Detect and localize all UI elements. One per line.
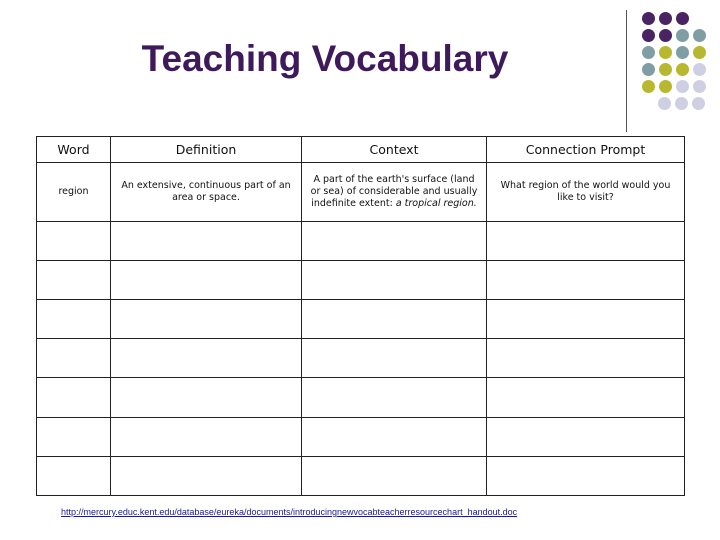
empty-cell bbox=[302, 456, 487, 495]
empty-cell bbox=[37, 221, 111, 260]
cell-definition: An extensive, continuous part of an area or space. bbox=[111, 162, 302, 221]
divider-line bbox=[626, 10, 627, 132]
empty-cell bbox=[487, 378, 685, 417]
empty-cell bbox=[487, 417, 685, 456]
decorative-dot bbox=[675, 97, 688, 110]
empty-cell bbox=[487, 456, 685, 495]
header-definition: Definition bbox=[111, 137, 302, 163]
empty-cell bbox=[302, 221, 487, 260]
table-row bbox=[37, 162, 685, 221]
decorative-dot bbox=[659, 80, 672, 93]
decorative-dot bbox=[693, 46, 706, 59]
decorative-dot bbox=[676, 29, 689, 42]
empty-cell bbox=[302, 339, 487, 378]
empty-cell bbox=[487, 339, 685, 378]
empty-cell bbox=[302, 260, 487, 299]
decorative-dot bbox=[676, 80, 689, 93]
source-link[interactable]: http://mercury.educ.kent.edu/database/eureka/documents/introducingnewvocabteacherresourcechart_handout.doc bbox=[61, 507, 518, 517]
decorative-dot bbox=[676, 46, 689, 59]
header-connection-prompt: Connection Prompt bbox=[487, 137, 685, 163]
decorative-dot bbox=[659, 46, 672, 59]
empty-cell bbox=[37, 417, 111, 456]
empty-cell bbox=[111, 456, 302, 495]
table-row bbox=[37, 456, 685, 495]
empty-cell bbox=[302, 378, 487, 417]
empty-cell bbox=[111, 221, 302, 260]
empty-rows bbox=[37, 221, 685, 495]
decorative-dot bbox=[642, 29, 655, 42]
slide-title: Teaching Vocabulary bbox=[141, 38, 509, 79]
decorative-dot bbox=[676, 12, 689, 25]
decorative-dot bbox=[693, 80, 706, 93]
empty-cell bbox=[111, 339, 302, 378]
empty-cell bbox=[487, 221, 685, 260]
table-header-row bbox=[37, 137, 685, 163]
empty-cell bbox=[487, 299, 685, 338]
empty-cell bbox=[302, 299, 487, 338]
table-row bbox=[37, 339, 685, 378]
table-row bbox=[37, 378, 685, 417]
decorative-dot bbox=[642, 46, 655, 59]
decorative-dot bbox=[693, 29, 706, 42]
empty-cell bbox=[111, 260, 302, 299]
context-text: A part of the earth's surface (land or sea) of considerable and usually indefinite extent: bbox=[310, 173, 478, 209]
empty-cell bbox=[111, 378, 302, 417]
empty-cell bbox=[37, 260, 111, 299]
empty-cell bbox=[37, 378, 111, 417]
decorative-dot bbox=[676, 63, 689, 76]
empty-cell bbox=[37, 339, 111, 378]
cell-connection-prompt: What region of the world would you like to visit? bbox=[487, 162, 685, 221]
decorative-dot bbox=[659, 12, 672, 25]
empty-cell bbox=[37, 299, 111, 338]
decorative-dot bbox=[692, 97, 705, 110]
decorative-dot bbox=[642, 63, 655, 76]
vocabulary-table bbox=[36, 136, 685, 496]
decorative-dot bbox=[659, 63, 672, 76]
decorative-dot bbox=[693, 63, 706, 76]
decorative-dot bbox=[642, 80, 655, 93]
decorative-dot bbox=[659, 29, 672, 42]
cell-word: region bbox=[37, 162, 111, 221]
header-word: Word bbox=[37, 137, 111, 163]
table-row bbox=[37, 417, 685, 456]
context-example: a tropical region. bbox=[395, 197, 477, 209]
empty-cell bbox=[302, 417, 487, 456]
empty-cell bbox=[111, 417, 302, 456]
decorative-dot bbox=[658, 97, 671, 110]
cell-context bbox=[302, 162, 487, 221]
empty-cell bbox=[487, 260, 685, 299]
table-row bbox=[37, 221, 685, 260]
empty-cell bbox=[111, 299, 302, 338]
header-context: Context bbox=[302, 137, 487, 163]
table-row bbox=[37, 299, 685, 338]
empty-cell bbox=[37, 456, 111, 495]
table-row bbox=[37, 260, 685, 299]
decorative-dot bbox=[642, 12, 655, 25]
